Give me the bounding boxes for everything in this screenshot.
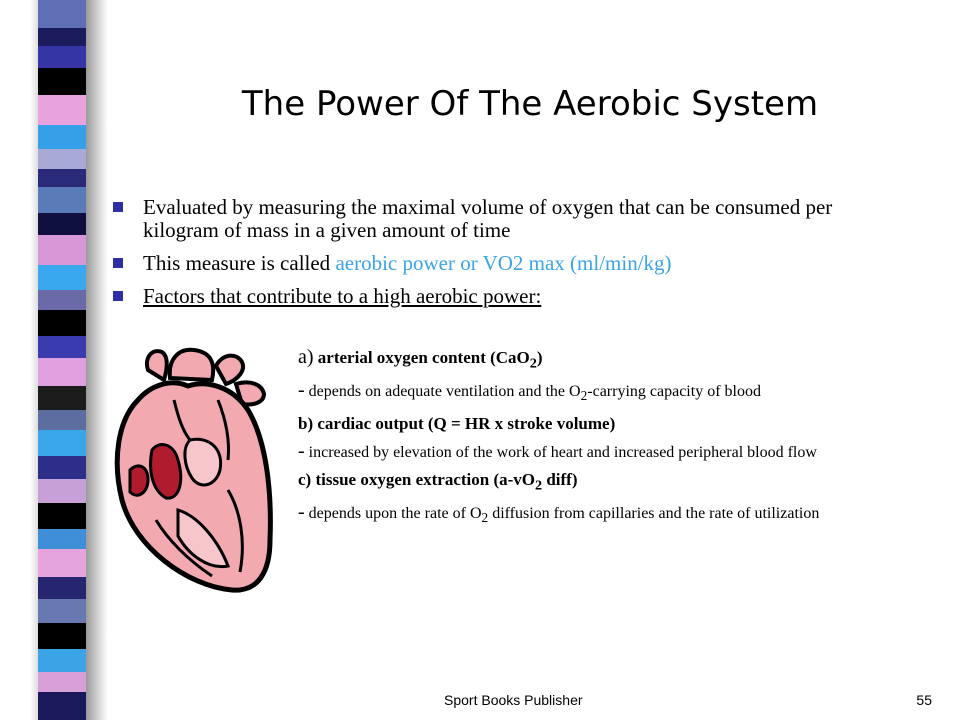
stripe-segment: [38, 549, 86, 577]
stripe-segment: [38, 529, 86, 549]
stripe-segment: [38, 187, 86, 213]
stripe-segment: [38, 0, 86, 28]
bullet-text: This measure is called: [143, 251, 336, 275]
stripe-segment: [38, 149, 86, 169]
stripe-segment: [38, 577, 86, 599]
page-number: 55: [916, 692, 932, 708]
bullet-text: Evaluated by measuring the maximal volume of oxygen that can be consumed per kilogram of mass in a given amount of time: [143, 195, 833, 242]
stripe-segment: [38, 503, 86, 529]
stripe-segment: [38, 290, 86, 310]
stripe-segment: [38, 410, 86, 430]
stripe-segment: [38, 213, 86, 235]
bullet-item: [105, 196, 895, 242]
stripe-segment: [38, 358, 86, 386]
bullet-text: Factors that contribute to a high aerobic power:: [143, 284, 542, 308]
stripe-segment: [38, 456, 86, 478]
factor-a-heading: a) arterial oxygen content (CaO$_2$): [298, 346, 543, 372]
stripe-segment: [38, 623, 86, 649]
stripe-segment: [38, 95, 86, 125]
bullet-highlight: aerobic power or VO2 max (ml/min/kg): [335, 251, 672, 275]
square-bullet-icon: [113, 258, 123, 268]
stripe-shadow-left: [30, 0, 38, 720]
stripe-segment: [38, 28, 86, 46]
stripe-segment: [38, 235, 86, 265]
stripe-segment: [38, 310, 86, 336]
square-bullet-icon: [113, 202, 123, 212]
stripe-segment: [38, 125, 86, 149]
decorative-stripe-bar: [38, 0, 86, 720]
bullet-list: [105, 196, 895, 318]
stripe-segment: [38, 599, 86, 623]
footer-publisher: Sport Books Publisher: [444, 692, 583, 708]
stripe-segment: [38, 169, 86, 187]
slide-title: The Power Of The Aerobic System: [241, 84, 819, 124]
bullet-item: [105, 252, 895, 275]
stripe-segment: [38, 386, 86, 410]
factor-c-description: - depends upon the rate of $O_2$ diffusion from capillaries and the rate of utilization: [298, 500, 820, 526]
stripe-segment: [38, 479, 86, 503]
square-bullet-icon: [113, 291, 123, 301]
stripe-segment: [38, 46, 86, 68]
factor-a-description: - depends on adequate ventilation and the $O_2$-carrying capacity of blood: [298, 379, 761, 404]
stripe-segment: [38, 336, 86, 358]
stripe-segment: [38, 649, 86, 671]
heart-illustration: [108, 340, 280, 596]
factor-c-heading: c) tissue oxygen extraction ($a-vO_2$ diff): [298, 469, 578, 493]
stripe-segment: [38, 430, 86, 456]
stripe-shadow: [86, 0, 108, 720]
stripe-segment: [38, 672, 86, 692]
factor-b-description: - increased by elevation of the work of heart and increased peripheral blood flow: [298, 439, 817, 462]
slide-footer: [0, 692, 960, 712]
stripe-segment: [38, 265, 86, 289]
stripe-segment: [38, 68, 86, 94]
factors-block: [298, 346, 938, 534]
factor-b-heading: b) cardiac output (Q = HR x stroke volume): [298, 413, 616, 433]
bullet-item: [105, 285, 895, 308]
